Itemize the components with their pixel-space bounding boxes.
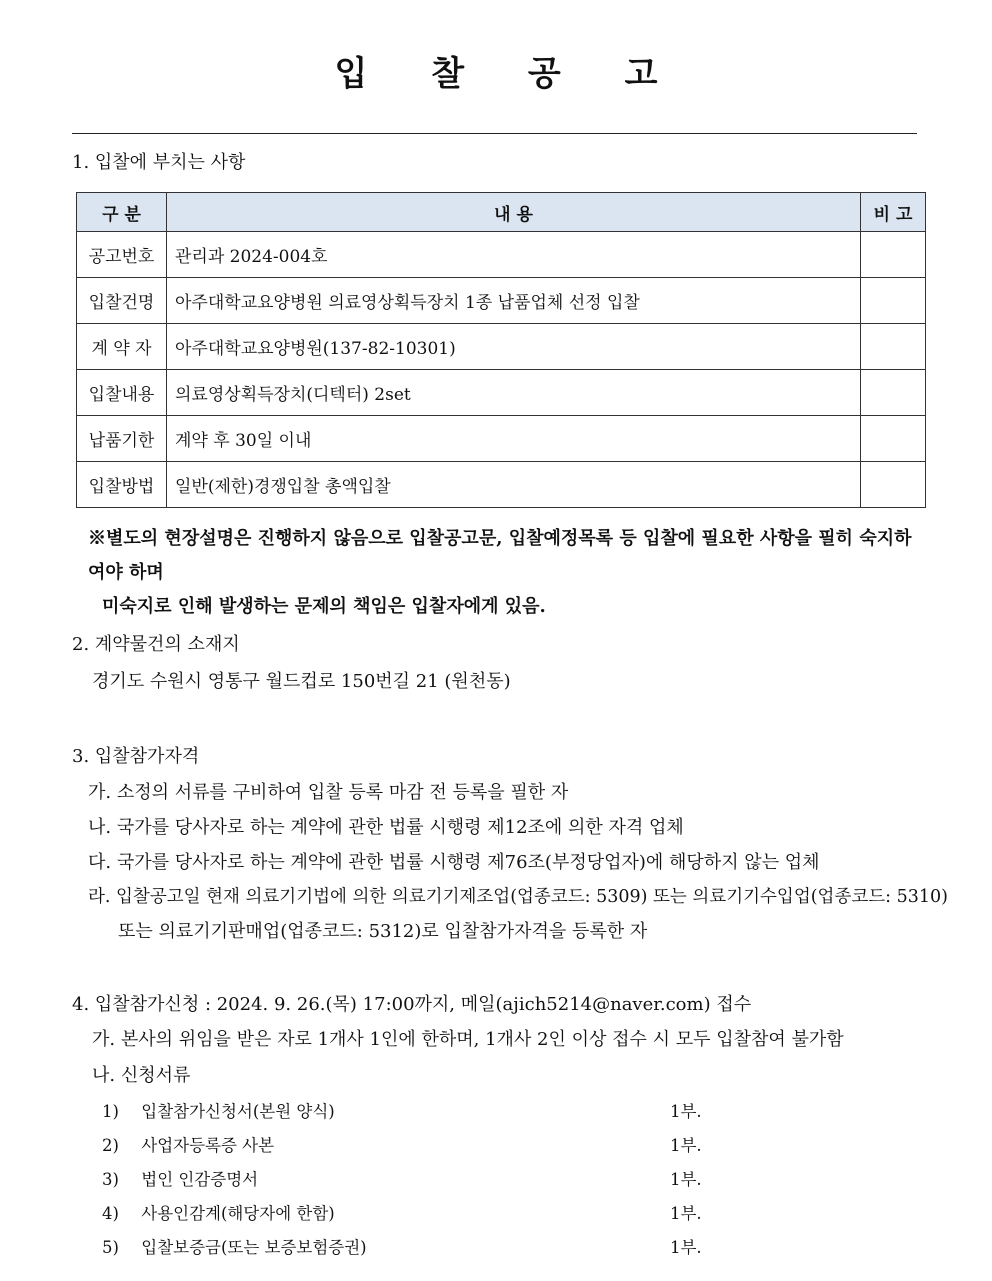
header-remarks: 비 고	[861, 193, 926, 232]
required-docs-heading: 나. 신청서류	[92, 1065, 191, 1086]
section-2-heading: 2. 계약물건의 소재지	[72, 634, 240, 655]
row-remarks	[861, 462, 926, 508]
doc-count: 1부.	[670, 1102, 702, 1121]
row-remarks	[861, 324, 926, 370]
row-remarks	[861, 416, 926, 462]
header-content: 내 용	[167, 193, 861, 232]
row-key: 납품기한	[77, 416, 167, 462]
doc-name: 입찰참가신청서(본원 양식)	[141, 1102, 335, 1121]
row-key: 입찰건명	[77, 278, 167, 324]
row-remarks	[861, 278, 926, 324]
list-item	[102, 1166, 722, 1190]
doc-number: 2)	[102, 1136, 119, 1155]
qualification-item: 다. 국가를 당사자로 하는 계약에 관한 법률 시행령 제76조(부정당업자)에 해당하지 않는 업체	[88, 852, 820, 873]
title-divider	[72, 133, 917, 134]
doc-name: 사업자등록증 사본	[141, 1136, 275, 1155]
doc-number: 4)	[102, 1204, 119, 1223]
notice-line-2: 미숙지로 인해 발생하는 문제의 책임은 입찰자에게 있음.	[102, 596, 546, 617]
application-condition: 가. 본사의 위임을 받은 자로 1개사 1인에 한하며, 1개사 2인 이상 접수 시 모두 입찰참여 불가함	[92, 1029, 844, 1050]
table-row	[77, 278, 926, 324]
qualification-item: 라. 입찰공고일 현재 의료기기법에 의한 의료기기제조업(업종코드: 5309) 또는 의료기기수입업(업종코드: 5310)	[88, 887, 948, 907]
list-item	[102, 1098, 722, 1122]
row-remarks	[861, 232, 926, 278]
doc-name: 사용인감계(해당자에 한함)	[141, 1204, 335, 1223]
notice-line-1: ※별도의 현장설명은 진행하지 않음으로 입찰공고문, 입찰예정목록 등 입찰에 필요한 사항을 필히 숙지하여야 하며	[88, 528, 912, 583]
row-value: 아주대학교요양병원 의료영상획득장치 1종 납품업체 선정 입찰	[167, 278, 861, 324]
table-row	[77, 232, 926, 278]
doc-name: 법인 인감증명서	[141, 1170, 259, 1189]
table-row	[77, 370, 926, 416]
doc-count: 1부.	[670, 1204, 702, 1223]
section-4-heading: 4. 입찰참가신청 : 2024. 9. 26.(목) 17:00까지, 메일(ajich5214@naver.com) 접수	[72, 994, 752, 1015]
table-row	[77, 462, 926, 508]
row-remarks	[861, 370, 926, 416]
header-category: 구 분	[77, 193, 167, 232]
bid-info-table	[76, 192, 926, 508]
section-3-heading: 3. 입찰참가자격	[72, 746, 200, 767]
doc-number: 3)	[102, 1170, 119, 1189]
doc-number: 5)	[102, 1238, 119, 1257]
row-value: 일반(제한)경쟁입찰 총액입찰	[167, 462, 861, 508]
row-value: 관리과 2024-004호	[167, 232, 861, 278]
table-header-row	[77, 193, 926, 232]
section-1-heading: 1. 입찰에 부치는 사항	[72, 152, 246, 173]
list-item	[102, 1132, 722, 1156]
row-value: 아주대학교요양병원(137-82-10301)	[167, 324, 861, 370]
list-item	[102, 1234, 722, 1258]
qualification-item-continued: 또는 의료기기판매업(업종코드: 5312)로 입찰참가자격을 등록한 자	[118, 921, 648, 942]
doc-number: 1)	[102, 1102, 119, 1121]
row-key: 입찰내용	[77, 370, 167, 416]
table-row	[77, 416, 926, 462]
doc-count: 1부.	[670, 1170, 702, 1189]
doc-name: 입찰보증금(또는 보증보험증권)	[141, 1238, 367, 1257]
doc-count: 1부.	[670, 1238, 702, 1257]
doc-count: 1부.	[670, 1136, 702, 1155]
row-key: 입찰방법	[77, 462, 167, 508]
row-key: 공고번호	[77, 232, 167, 278]
qualification-item: 가. 소정의 서류를 구비하여 입찰 등록 마감 전 등록을 필한 자	[88, 782, 569, 803]
notice-note	[88, 522, 928, 624]
page-title: 입 찰 공 고	[334, 54, 684, 94]
list-item	[102, 1200, 722, 1224]
qualification-item: 나. 국가를 당사자로 하는 계약에 관한 법률 시행령 제12조에 의한 자격 업체	[88, 817, 684, 838]
row-value: 의료영상획득장치(디텍터) 2set	[167, 370, 861, 416]
table-row	[77, 324, 926, 370]
row-key: 계 약 자	[77, 324, 167, 370]
row-value: 계약 후 30일 이내	[167, 416, 861, 462]
contract-address: 경기도 수원시 영통구 월드컵로 150번길 21 (원천동)	[92, 671, 511, 692]
